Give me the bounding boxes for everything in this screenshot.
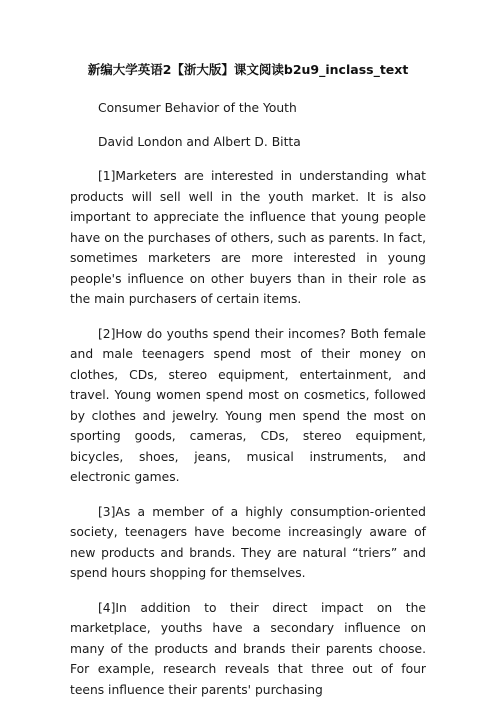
paragraph-3: [3]As a member of a highly consumption-oriented society, teenagers have become increasingly aware of new products and brands. They are natural “triers” and spend hours shopping for themselves.: [70, 504, 426, 580]
article-title: Consumer Behavior of the Youth: [98, 101, 297, 115]
paragraph-2: [2]How do youths spend their incomes? Both female and male teenagers spend most of their money on clothes, CDs, stereo equipment, entertainment, and travel. Young women spend most on cosmetics, followed by clothes and jewelry. Young men spend the most on sporting goods, cameras, CDs, stereo equipment, bicycles, shoes, jeans, musical instruments, and electronic games.: [70, 326, 426, 484]
article-authors: David London and Albert D. Bitta: [98, 135, 301, 149]
paragraph-1: [1]Marketers are interested in understanding what products will sell well in the youth market. It is also important to appreciate the influence that young people have on the purchases of others, such as parents. In fact, sometimes marketers are more interested in young people's influence on other buyers than in their role as the main purchasers of certain items.: [70, 169, 426, 306]
document-title: 新编大学英语2【浙大版】课文阅读b2u9_inclass_text: [87, 62, 409, 77]
paragraph-4: [4]In addition to their direct impact on the marketplace, youths have a secondary influence on many of the products and brands their parents choose. For example, research reveals that three out of four teens influence their parents' purchasing: [70, 600, 426, 697]
